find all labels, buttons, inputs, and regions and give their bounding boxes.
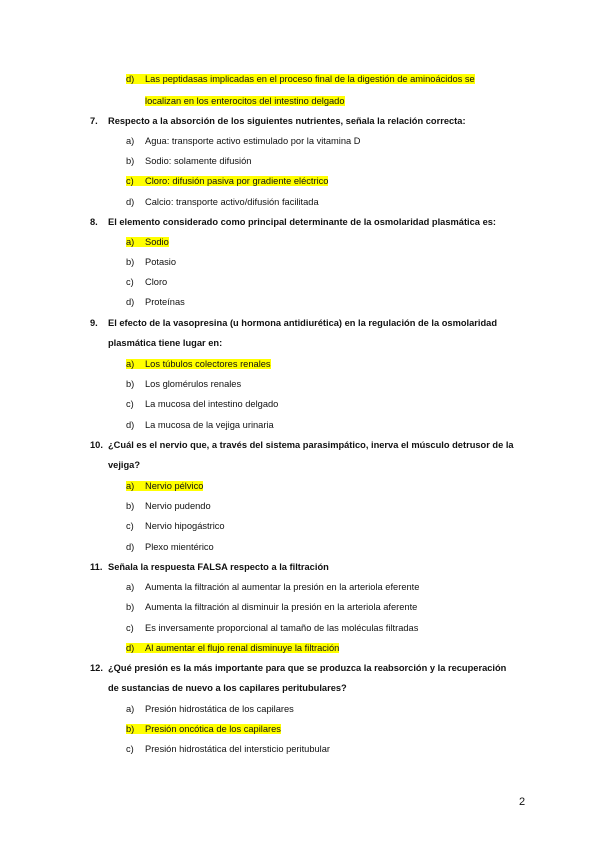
option-text: Sodio: [145, 237, 169, 247]
question-text: ¿Qué presión es la más importante para que se produzca la reabsorción y la recuperación: [108, 663, 507, 673]
option-letter: c): [126, 623, 134, 633]
answer-highlight: [126, 176, 328, 186]
question-text: El elemento considerado como principal determinante de la osmolaridad plasmática es:: [108, 217, 496, 227]
answer-highlight: [126, 359, 271, 369]
option-letter: d): [126, 197, 135, 207]
option-6d-continued: [145, 94, 345, 108]
option-text: Nervio pudendo: [145, 501, 211, 511]
question-text-line2: de sustancias de nuevo a los capilares peritubulares?: [108, 683, 347, 693]
option-letter: b): [126, 602, 135, 612]
option-text: Plexo mientérico: [145, 542, 214, 552]
option-text: Cloro: difusión pasiva por gradiente eléctrico: [145, 176, 329, 186]
option-text: Presión hidrostática de los capilares: [145, 704, 294, 714]
option-7c: [126, 174, 328, 188]
question-number: 7.: [90, 116, 98, 126]
option-letter: a): [126, 237, 135, 247]
option-letter: b): [126, 156, 135, 166]
option-text: Aumenta la filtración al disminuir la presión en la arteriola aferente: [145, 602, 418, 612]
option-letter: c): [126, 744, 134, 754]
option-letter: a): [126, 582, 135, 592]
question-number: 9.: [90, 318, 98, 328]
option-11d: [126, 641, 339, 655]
option-letter: a): [126, 481, 135, 491]
option-text: Sodio: solamente difusión: [145, 156, 252, 166]
option-12b: [126, 722, 281, 736]
question-number: 11.: [90, 562, 103, 572]
option-letter: d): [126, 297, 135, 307]
option-letter: b): [126, 724, 135, 734]
question-10: [90, 435, 530, 475]
option-9b: [126, 377, 241, 391]
option-8c: [126, 275, 167, 289]
option-letter: d): [126, 643, 135, 653]
option-letter: c): [126, 277, 134, 287]
option-12c: [126, 742, 330, 756]
option-text: Proteínas: [145, 297, 185, 307]
option-letter: b): [126, 501, 135, 511]
answer-highlight: [126, 237, 169, 247]
question-text: ¿Cuál es el nervio que, a través del sistema parasimpático, inerva el músculo detrusor de la: [108, 440, 514, 450]
option-text: Potasio: [145, 257, 177, 267]
option-8a: [126, 235, 169, 249]
option-7b: [126, 154, 251, 168]
option-text: Los glomérulos renales: [145, 379, 242, 389]
option-letter: c): [126, 399, 134, 409]
option-8b: [126, 255, 176, 269]
option-letter: b): [126, 257, 135, 267]
option-7d: [126, 195, 319, 209]
option-text: Al aumentar el flujo renal disminuye la filtración: [145, 643, 340, 653]
question-number: 10.: [90, 440, 103, 450]
answer-highlight: [126, 481, 203, 491]
option-letter: c): [126, 521, 134, 531]
option-9d: [126, 418, 274, 432]
answer-highlight: [126, 74, 475, 84]
option-11b: [126, 600, 417, 614]
question-text: Respecto a la absorción de los siguientes nutrientes, señala la relación correcta:: [108, 116, 466, 126]
option-text: Presión hidrostática del intersticio peritubular: [145, 744, 330, 754]
option-text: La mucosa del intestino delgado: [145, 399, 279, 409]
option-12a: [126, 702, 294, 716]
option-9c: [126, 397, 278, 411]
option-10d: [126, 540, 214, 554]
option-text: Presión oncótica de los capilares: [145, 724, 281, 734]
option-10a: [126, 479, 203, 493]
option-letter: a): [126, 359, 135, 369]
option-text: Aumenta la filtración al aumentar la presión en la arteriola eferente: [145, 582, 420, 592]
option-letter: d): [126, 542, 135, 552]
option-text: Agua: transporte activo estimulado por la vitamina D: [145, 136, 361, 146]
question-8: [90, 212, 530, 232]
question-7: [90, 111, 530, 131]
option-10b: [126, 499, 211, 513]
question-9: [90, 313, 530, 353]
option-letter: d): [126, 74, 135, 84]
option-6d: [126, 72, 475, 86]
answer-highlight: [126, 643, 339, 653]
option-7a: [126, 134, 361, 148]
answer-highlight: [126, 724, 281, 734]
option-11c: [126, 621, 418, 635]
page-number: 2: [519, 796, 526, 808]
option-text: localizan en los enterocitos del intestino delgado: [145, 96, 345, 106]
option-text: Las peptidasas implicadas en el proceso final de la digestión de aminoácidos se: [145, 74, 475, 84]
option-text: Los túbulos colectores renales: [145, 359, 271, 369]
option-letter: a): [126, 704, 135, 714]
question-text: El efecto de la vasopresina (u hormona antidiurética) en la regulación de la osmolaridad: [108, 318, 498, 328]
question-number: 12.: [90, 663, 103, 673]
option-text: Nervio pélvico: [145, 481, 204, 491]
option-text: Es inversamente proporcional al tamaño de las moléculas filtradas: [145, 623, 419, 633]
question-11: [90, 557, 530, 577]
option-text: Nervio hipogástrico: [145, 521, 225, 531]
option-8d: [126, 295, 185, 309]
question-text-line2: plasmática tiene lugar en:: [108, 338, 223, 348]
question-text-line2: vejiga?: [108, 460, 141, 470]
question-text: Señala la respuesta FALSA respecto a la filtración: [108, 562, 329, 572]
option-9a: [126, 357, 271, 371]
question-12: [90, 658, 530, 698]
option-text: La mucosa de la vejiga urinaria: [145, 420, 274, 430]
option-text: Cloro: [145, 277, 168, 287]
option-10c: [126, 519, 225, 533]
option-letter: a): [126, 136, 135, 146]
option-letter: b): [126, 379, 135, 389]
question-number: 8.: [90, 217, 98, 227]
option-letter: c): [126, 176, 134, 186]
option-letter: d): [126, 420, 135, 430]
option-11a: [126, 580, 419, 594]
option-text: Calcio: transporte activo/difusión facilitada: [145, 197, 319, 207]
